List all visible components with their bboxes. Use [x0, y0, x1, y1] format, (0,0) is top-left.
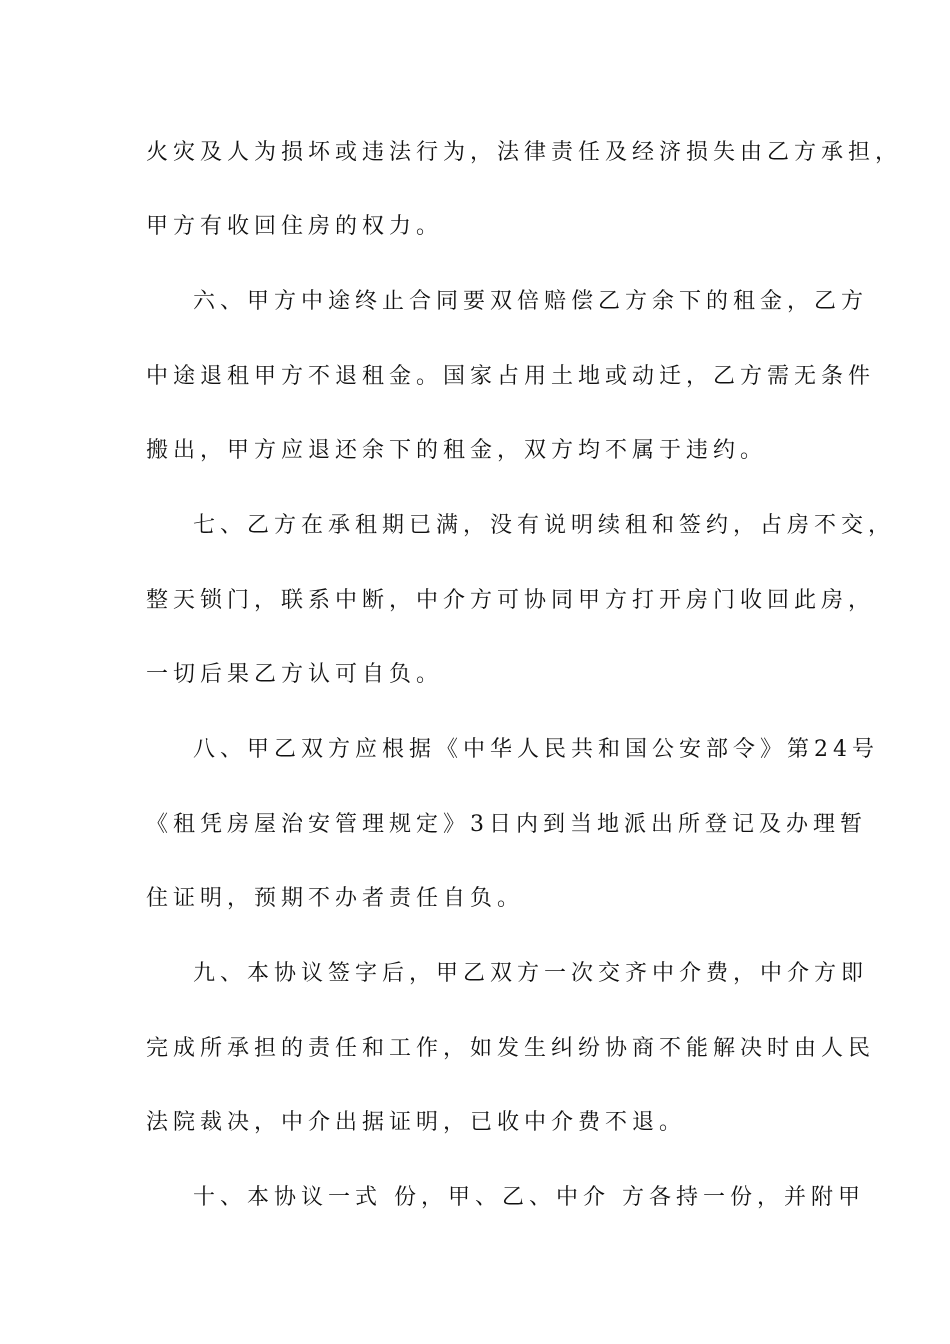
text-line: 完成所承担的责任和工作，如发生纠纷协商不能解决时由人民 — [146, 1036, 876, 1061]
paragraph-nine-start: 九、本协议签字后，甲乙双方一次交齐中介费，中介方即 — [193, 961, 869, 986]
text-line: 住证明，预期不办者责任自负。 — [146, 886, 525, 911]
text-line: 一切后果乙方认可自负。 — [146, 662, 444, 687]
text-line: 整天锁门，联系中断，中介方可协同甲方打开房门收回此房， — [146, 588, 876, 613]
text-line: 法院裁决，中介出据证明，已收中介费不退。 — [146, 1110, 687, 1135]
text-line: 搬出，甲方应退还余下的租金，双方均不属于违约。 — [146, 438, 768, 463]
text-line: 《租凭房屋治安管理规定》3日内到当地派出所登记及办理暂 — [146, 812, 867, 837]
paragraph-ten-start: 十、本协议一式 份，甲、乙、中介 方各持一份，并附甲 — [193, 1185, 865, 1210]
paragraph-seven-start: 七、乙方在承租期已满，没有说明续租和签约，占房不交， — [193, 513, 896, 538]
text-line: 甲方有收回住房的权力。 — [146, 214, 444, 239]
text-line: 火灾及人为损坏或违法行为，法律责任及经济损失由乙方承担， — [146, 140, 903, 165]
paragraph-eight-start: 八、甲乙双方应根据《中华人民共和国公安部令》第24号 — [193, 737, 879, 762]
paragraph-six-start: 六、甲方中途终止合同要双倍赔偿乙方余下的租金，乙方 — [193, 289, 869, 314]
text-line: 中途退租甲方不退租金。国家占用土地或动迁，乙方需无条件 — [146, 364, 876, 389]
